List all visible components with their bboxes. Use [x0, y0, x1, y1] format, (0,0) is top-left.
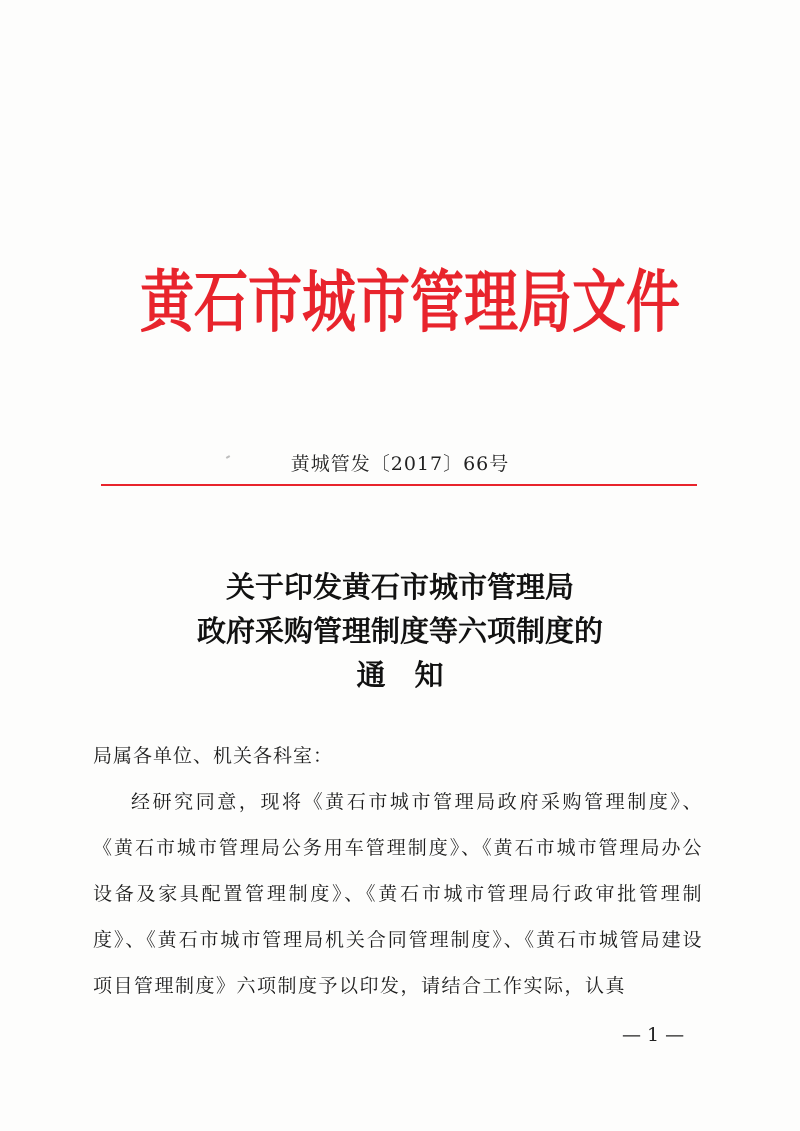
notice-title	[0, 565, 800, 697]
title-line-2: 政府采购管理制度等六项制度的	[196, 614, 603, 648]
addressee-line: 局属各单位、机关各科室：	[93, 745, 334, 767]
document-number: 黄城管发〔2017〕66号	[290, 453, 510, 475]
notice-body	[93, 733, 703, 1009]
title-line-1: 关于印发黄石市城市管理局	[225, 570, 574, 604]
title-line-3: 通 知	[356, 658, 444, 692]
page-number: — 1 —	[622, 1024, 685, 1046]
red-divider-line	[101, 484, 697, 486]
body-paragraph: 经研究同意，现将《黄石市城市管理局政府采购管理制度》、《黄石市城市管理局公务用车管理制度》、《黄石市城市管理局办公设备及家具配置管理制度》、《黄石市城市管理局行政审批管理制度》、《黄石市城市管理局机关合同管理制度》、《黄石市城管局建设项目管理制度》六项制度予以印发，请结合工作实际，认真	[93, 791, 703, 997]
masthead-title: 黄石市城市管理局文件	[140, 261, 680, 342]
